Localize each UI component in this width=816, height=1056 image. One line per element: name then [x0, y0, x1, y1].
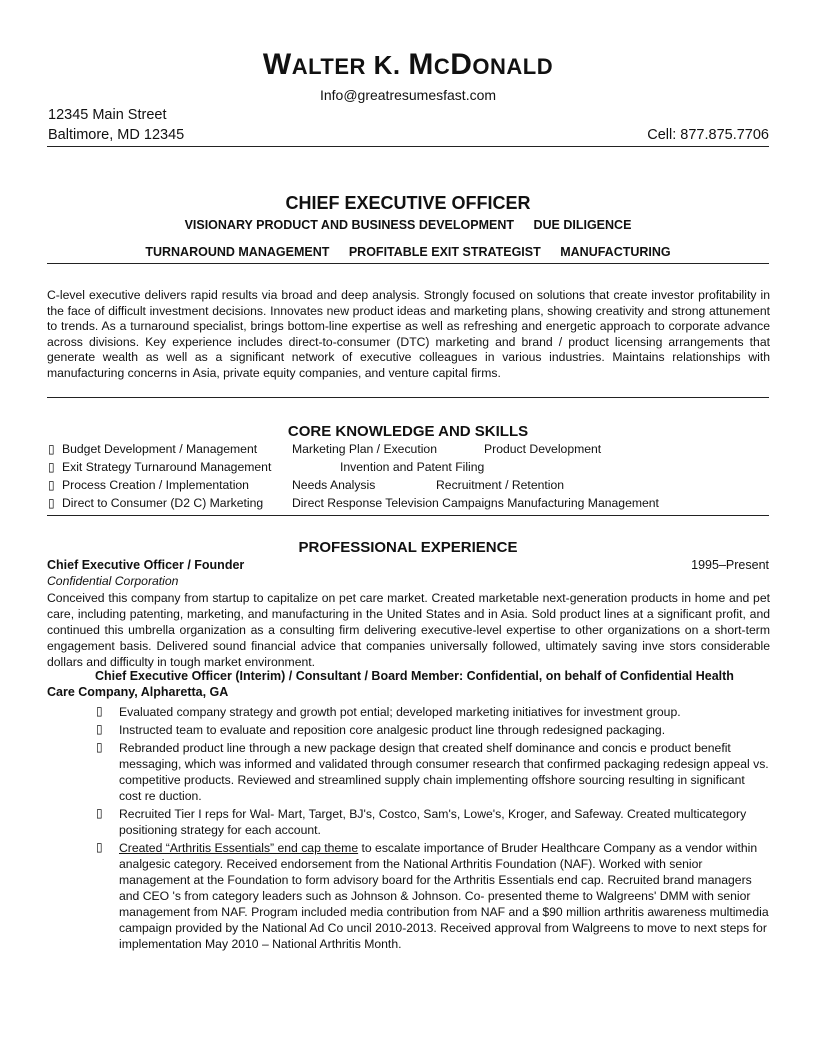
achievement-text: to escalate importance of Bruder Healthcare Company as a vendor within analgesic category. Received endorsement from the National Arthritis Foundation (NAF). Worked with senior management at the Foundation to form advisory board for the Arthritis Essentials end cap. Recruited brand managers and CEO 's from category leaders such as Johnson & Johnson. Co- presented theme to Walgreens' DMM with senior management from NAF. Program included media contribution from NAF and a $90 million arthritis awareness multimedia campaign provided by the National Ad Co uncil 2010-2013. Received approval from Walgreens to move to next steps for implementation May 2010 – National Arthritis Month. — [119, 841, 769, 951]
achievement-item: Instructed team to evaluate and reposition core analgesic product line through redesigned packaging. — [119, 723, 666, 737]
bullet-icon: ▯ — [96, 704, 103, 718]
skills-heading: CORE KNOWLEDGE AND SKILLS — [287, 423, 529, 440]
job-dates: 1995–Present — [691, 558, 769, 572]
skills-row — [48, 460, 485, 474]
headline-keywords-2 — [0, 245, 816, 259]
experience-heading: PROFESSIONAL EXPERIENCE — [298, 539, 518, 556]
checkbox-icon: ▯ — [48, 460, 55, 474]
achievement-item — [119, 840, 769, 952]
skills-divider — [47, 515, 769, 516]
address-line-1: 12345 Main Street — [48, 107, 167, 123]
job-description: Conceived this company from startup to capitalize on pet care market. Created marketable next-generation products in home and pet care, including patenting, marketing, and manufacturing in the United States and in Asia. Sold product lines at a significant profit, and continued this umbrella organization as a consulting firm delivering executive-level expertise to other organizations on a short-term engagement basis. Delivered sound financial advice that companies universally followed, ultimately saving inve stors considerable dollars and difficulty in tough market environment. — [47, 591, 770, 669]
achievement-item: Evaluated company strategy and growth pot ential; developed marketing initiatives for investment group. — [119, 705, 681, 719]
skill-item: Direct Response Television Campaigns Manufacturing Management — [292, 496, 659, 510]
job-title: Chief Executive Officer / Founder — [47, 558, 245, 572]
skills-row — [48, 496, 659, 510]
company-name: Confidential Corporation — [47, 574, 179, 588]
skill-item: Exit Strategy Turnaround Management — [62, 460, 272, 474]
candidate-name: WALTER K. MCDONALD — [262, 48, 554, 81]
skill-item: Process Creation / Implementation — [62, 478, 249, 492]
skill-item: Recruitment / Retention — [436, 478, 565, 492]
keyword: TURNAROUND MANAGEMENT — [145, 245, 330, 259]
checkbox-icon: ▯ — [48, 478, 55, 492]
skill-item: Marketing Plan / Execution — [292, 442, 437, 456]
skill-item: Budget Development / Management — [62, 442, 258, 456]
email-address: Info@greatresumesfast.com — [319, 87, 497, 103]
checkbox-icon: ▯ — [48, 496, 55, 510]
bullet-icon: ▯ — [96, 740, 103, 754]
skills-row — [48, 442, 602, 456]
skill-item: Invention and Patent Filing — [340, 460, 485, 474]
achievement-highlight: Created “Arthritis Essentials” end cap theme — [119, 841, 359, 855]
skill-item: Direct to Consumer (D2 C) Marketing — [62, 496, 264, 510]
checkbox-icon: ▯ — [48, 442, 55, 456]
executive-summary: C-level executive delivers rapid results via broad and deep analysis. Strongly focused on solutions that create investor profitability in the face of difficult investment decisions. Innovates new product ideas and marketing plans, showing creativity and strong attunement to trends. As a turnaround specialist, brings bottom-line expertise as well as refreshing and energetic approach to corporate advance across divisions. Key experience includes direct-to-consumer (DTC) marketing and brand / product licensing arrangements that generate wealth as well as a significant network of executive colleagues in various industries. Maintains relationships with manufacturing concerns in Asia, private equity companies, and venture capital firms. — [47, 288, 770, 380]
headline-divider — [47, 263, 769, 264]
achievement-item: Rebranded product line through a new package design that created shelf dominance and concis e product benefit messaging, which was informed and validated through consumer research that confirmed packaging redesign appeal vs. competitive products. Reviewed and streamlined supply chain implementing offshore sourcing resulting in significant cost re duction. — [119, 741, 769, 803]
skills-row — [48, 478, 565, 492]
achievement-item: Recruited Tier I reps for Wal- Mart, Target, BJ's, Costco, Sam's, Lowe's, Kroger, and Safeway. Created multicategory positioning strategy for each account. — [119, 807, 747, 837]
keyword: MANUFACTURING — [560, 245, 671, 259]
keyword: DUE DILIGENCE — [533, 218, 632, 232]
headline-keywords-1 — [0, 218, 816, 232]
skill-item: Needs Analysis — [292, 478, 376, 492]
cell-phone: Cell: 877.875.7706 — [647, 127, 769, 143]
keyword: PROFITABLE EXIT STRATEGIST — [348, 245, 541, 259]
keyword: VISIONARY PRODUCT AND BUSINESS DEVELOPMENT — [184, 218, 514, 232]
bullet-icon: ▯ — [96, 840, 103, 854]
bullet-icon: ▯ — [96, 722, 103, 736]
headline-title: CHIEF EXECUTIVE OFFICER — [285, 193, 531, 213]
header-divider — [47, 146, 769, 147]
skill-item: Product Development — [484, 442, 602, 456]
address-line-2: Baltimore, MD 12345 — [48, 127, 185, 143]
summary-divider — [47, 397, 769, 398]
bullet-icon: ▯ — [96, 806, 103, 820]
sub-role-title: Chief Executive Officer (Interim) / Consultant / Board Member: Confidential, on behalf of Confidential Health Care Company, Alpharetta, GA — [47, 669, 734, 699]
